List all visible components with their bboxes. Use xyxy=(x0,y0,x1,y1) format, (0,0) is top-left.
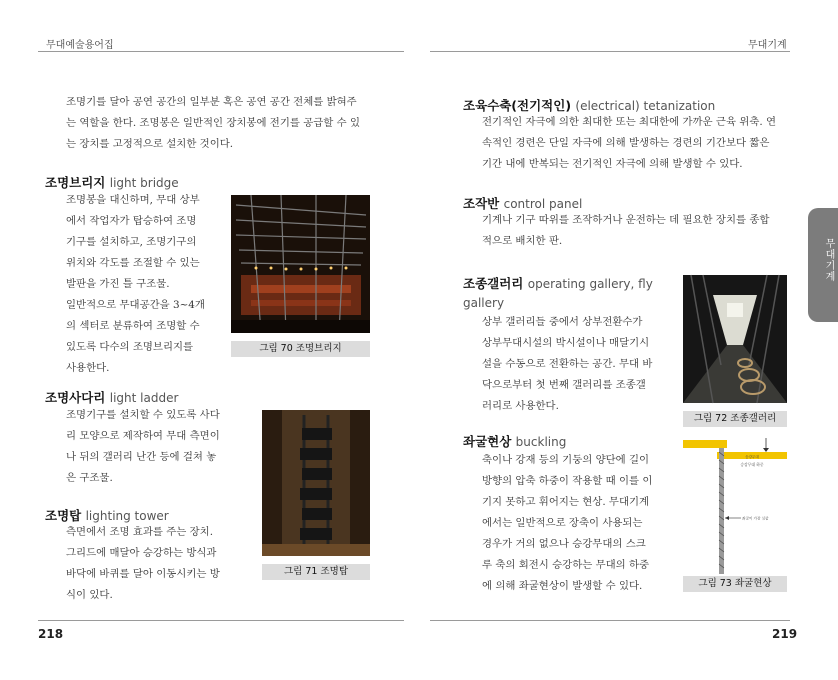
light-bridge-photo xyxy=(231,195,370,333)
diagram-label-load: 승강무대 하중 xyxy=(740,462,764,467)
svg-text:승강무대: 승강무대 xyxy=(745,455,759,459)
intro-paragraph xyxy=(66,92,360,155)
buckling-text: 축이나 강재 등의 기둥의 양단에 길이 방향의 압축 하중이 작용할 때 이를 이 기지 못하고 휘어지는 현상. 무대기계 에서는 일반적으로 장축이 사용되는 경우가 거의 없으나 승강무대의 스크 루 축의 회전시 승강하는 무대의 하중 에 의해 좌굴현상이 발생할 수 있다. xyxy=(482,454,653,592)
figure-70-caption: 그림 70 조명브리지 xyxy=(231,341,370,357)
footer-rule-left xyxy=(38,620,404,621)
chapter-side-tab[interactable] xyxy=(808,208,838,322)
lighting-tower-heading: 조명탑 lighting tower xyxy=(45,508,169,523)
header-rule-right xyxy=(430,51,790,52)
operating-gallery-text: 상부 갤러리들 중에서 상부전환수가 상부무대시설의 박시설이나 매달기시 설을 수동으로 전환하는 공간. 무대 바 닥으로부터 첫 번째 갤러리를 조종갤 러리로 사용한다. xyxy=(482,316,653,412)
control-panel-heading: 조작반 control panel xyxy=(463,196,583,211)
intro-line: 조명기를 달아 공연 공간의 일부분 혹은 공연 공간 전체를 밝혀주 xyxy=(66,96,357,108)
light-bridge-text: 조명봉을 대신하며, 무대 상부 에서 작업자가 탑승하여 조명 기구를 설치하고, 조명기구의 위치와 각도를 조절할 수 있는 발판을 가진 틀 구조물. 일반적으로 무대공간을 3~4개 의 섹터로 분류하여 조명할 수 있도록 다수의 조명브리지를 사용한다. xyxy=(66,194,205,374)
control-panel-text: 기계나 기구 따위를 조작하거나 운전하는 데 필요한 장치를 종합 적으로 배치한 판. xyxy=(482,214,770,247)
intro-line: 는 역할을 한다. 조명봉은 일반적인 장치봉에 전기를 공급할 수 있 xyxy=(66,117,360,129)
light-ladder-heading: 조명사다리 light ladder xyxy=(45,390,179,405)
light-bridge-heading: 조명브리지 light bridge xyxy=(45,175,179,190)
operating-gallery-heading-cont: gallery xyxy=(463,296,505,310)
header-rule-left xyxy=(38,51,404,52)
light-ladder-text: 조명기구를 설치할 수 있도록 사다 리 모양으로 제작하여 무대 측면이 나 뒤의 갤러리 난간 등에 걸쳐 놓 은 구조물. xyxy=(66,409,220,484)
operating-gallery-image xyxy=(683,275,787,403)
page-number-right: 219 xyxy=(772,627,798,641)
operating-gallery-photo xyxy=(683,275,787,403)
page-number-left: 218 xyxy=(38,627,64,641)
footer-rule-right xyxy=(430,620,790,621)
buckling-diagram xyxy=(683,438,787,574)
figure-71-caption: 그림 71 조명탑 xyxy=(262,564,370,580)
intro-line: 는 장치를 고정적으로 설치한 것이다. xyxy=(66,138,234,150)
light-ladder-photo xyxy=(262,410,370,556)
lighting-tower-image xyxy=(262,410,370,556)
tetanization-heading: 조육수축(전기적인) (electrical) tetanization xyxy=(463,98,716,113)
buckling-diagram-figure xyxy=(683,438,787,574)
tetanization-text: 전기적인 자극에 의한 최대한 또는 최대한에 가까운 근육 위축. 연 속적인 경련은 단일 자극에 의해 발생하는 경련의 기간보다 짧은 기간 내에 반복되는 전기적인 자극에 의해 발생할 수 있다. xyxy=(482,116,776,170)
lighting-tower-text: 측면에서 조명 효과를 주는 장치. 그리드에 매달아 승강하는 방식과 바닥에 바퀴를 달아 이동시키는 방 식이 있다. xyxy=(66,526,220,601)
figure-72-caption: 그림 72 조종갤러리 xyxy=(683,411,787,427)
chapter-side-tab-label: 무대기계 xyxy=(823,238,834,282)
header-left-title: 무대예술용어집 xyxy=(46,40,114,51)
figure-73-caption: 그림 73 좌굴현상 xyxy=(683,576,787,592)
diagram-label-buckling: 좌굴이 가장 심함 xyxy=(742,516,769,521)
buckling-heading: 좌굴현상 buckling xyxy=(463,434,567,449)
header-right-title: 무대기계 xyxy=(748,40,787,51)
light-bridge-image xyxy=(231,195,370,333)
operating-gallery-heading: 조종갤러리 operating gallery, fly xyxy=(463,276,653,291)
